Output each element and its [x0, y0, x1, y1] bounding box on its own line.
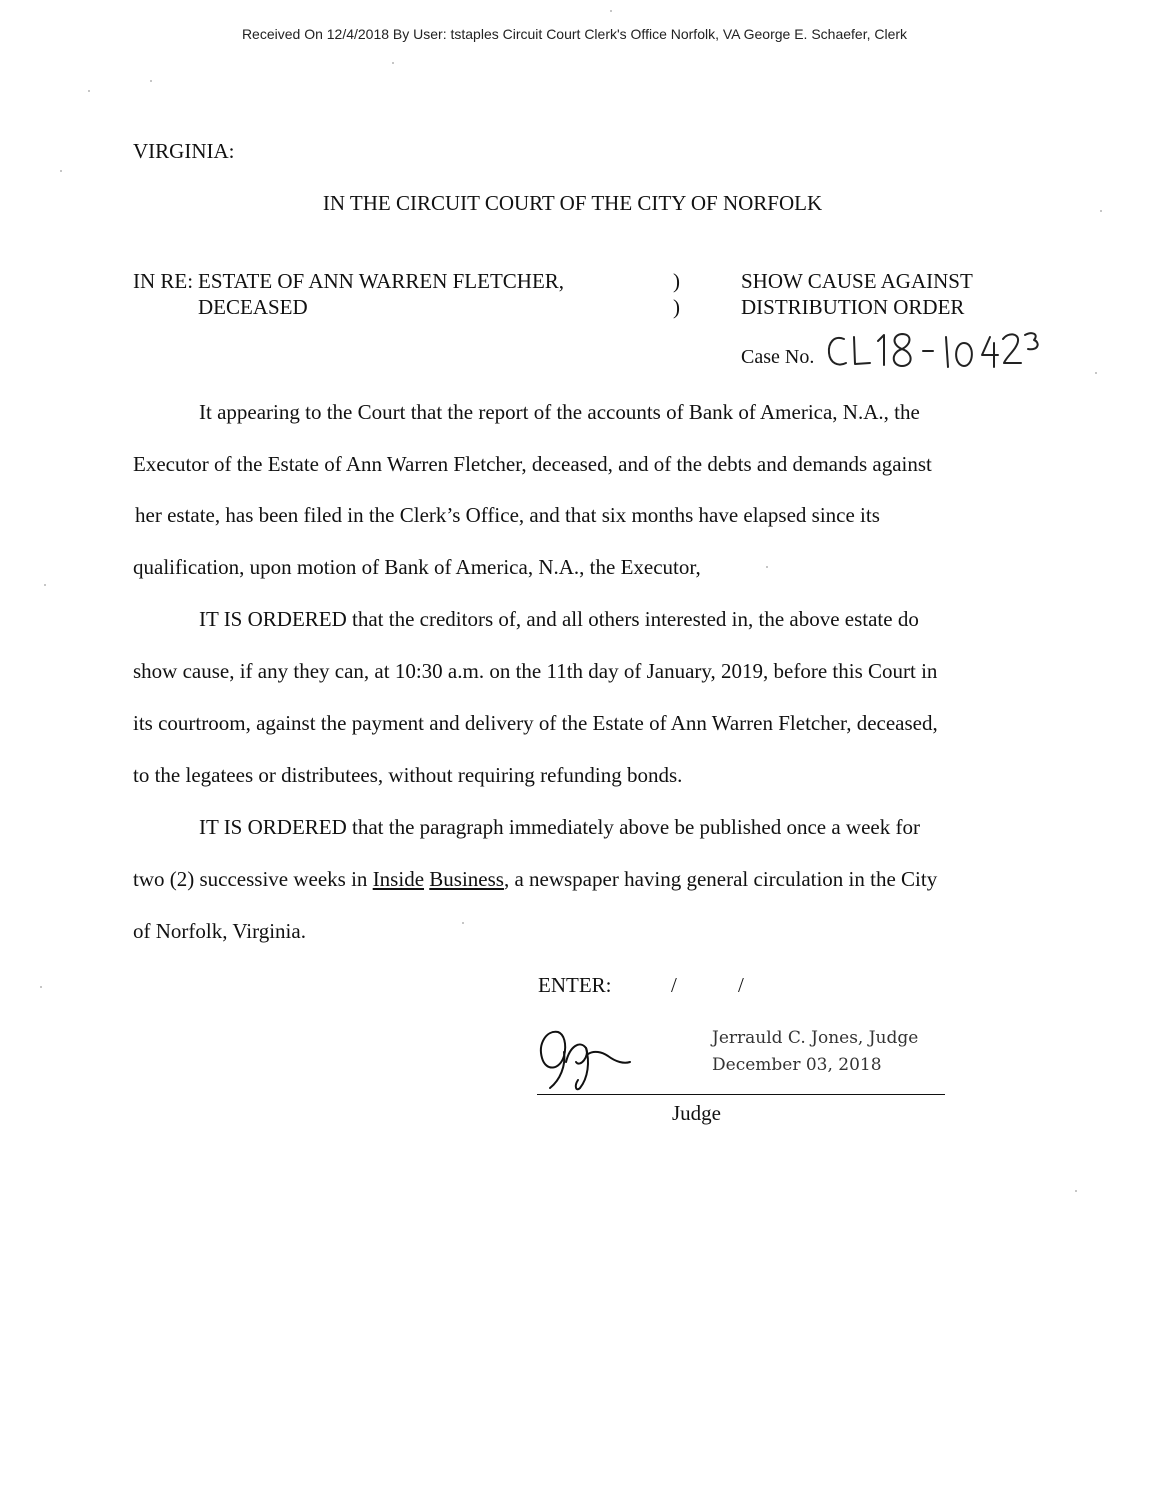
court-heading — [0, 191, 1149, 216]
caption-paren-1: ) — [673, 269, 680, 293]
body-paragraph-3-line-2 — [133, 869, 937, 890]
estate-name-line2: DECEASED — [198, 295, 308, 319]
scan-speck — [60, 170, 62, 172]
body-paragraph-2-line-2: show cause, if any they can, at 10:30 a.m. on the 11th day of January, 2019, before this Court in — [133, 659, 938, 683]
scan-speck — [44, 584, 46, 586]
body-paragraph-2-line-4: to the legatees or distributees, without requiring refunding bonds. — [133, 763, 683, 787]
body-paragraph-3-line-3: of Norfolk, Virginia. — [133, 919, 306, 943]
order-title-line2: DISTRIBUTION ORDER — [741, 295, 965, 319]
enter-date-slash-1: / — [671, 973, 677, 997]
body-paragraph-2-line-3: its courtroom, against the payment and delivery of the Estate of Ann Warren Fletcher, deceased, — [133, 711, 938, 735]
body-paragraph-1-line-1: It appearing to the Court that the report of the accounts of Bank of America, N.A., the — [199, 400, 920, 424]
judge-label: Judge — [672, 1101, 721, 1125]
estate-name-line1: ESTATE OF ANN WARREN FLETCHER, — [198, 269, 565, 293]
case-number-label: Case No. — [741, 346, 815, 368]
scan-speck — [150, 80, 152, 82]
body-paragraph-1-line-4: qualification, upon motion of Bank of America, N.A., the Executor, — [133, 555, 701, 579]
body-paragraph-1-line-3: her estate, has been filed in the Clerk’s Office, and that six months have elapsed since its — [135, 503, 880, 527]
order-date: December 03, 2018 — [712, 1055, 882, 1075]
newspaper-name-business: Business — [429, 867, 504, 891]
newspaper-name-inside: Inside — [372, 867, 425, 891]
handwritten-case-number — [822, 329, 1042, 373]
enter-label: ENTER: — [538, 973, 612, 997]
scan-speck — [392, 62, 394, 64]
scan-speck — [610, 10, 612, 12]
scan-speck — [88, 90, 90, 92]
scan-speck — [1100, 210, 1102, 212]
jurisdiction-heading: VIRGINIA: — [133, 139, 235, 163]
scan-speck — [766, 566, 768, 568]
scan-speck — [1095, 372, 1097, 374]
in-re-label: IN RE: — [133, 269, 194, 293]
enter-date-slash-2: / — [738, 973, 744, 997]
order-title-line1: SHOW CAUSE AGAINST — [741, 269, 973, 293]
judge-signature — [536, 1022, 636, 1094]
signature-line — [537, 1094, 945, 1095]
scan-speck — [40, 986, 42, 988]
scan-speck — [462, 922, 464, 924]
body-paragraph-1-line-2: Executor of the Estate of Ann Warren Fletcher, deceased, and of the debts and demands against — [133, 452, 932, 476]
clerk-received-stamp: Received On 12/4/2018 By User: tstaples Circuit Court Clerk's Office Norfolk, VA George E. Schaefer, Clerk — [241, 26, 908, 42]
body-paragraph-2-line-1: IT IS ORDERED that the creditors of, and all others interested in, the above estate do — [199, 607, 919, 631]
scan-speck — [1075, 1190, 1077, 1192]
body-paragraph-3-line-1: IT IS ORDERED that the paragraph immediately above be published once a week for — [199, 815, 920, 839]
publication-text-after: , a newspaper having general circulation in the City — [503, 867, 938, 891]
judge-name: Jerrauld C. Jones, Judge — [712, 1028, 919, 1048]
caption-paren-2: ) — [673, 295, 680, 319]
publication-text-before: two (2) successive weeks in — [133, 867, 373, 891]
court-heading-text: IN THE CIRCUIT COURT OF THE CITY OF NORFOLK — [322, 191, 823, 215]
